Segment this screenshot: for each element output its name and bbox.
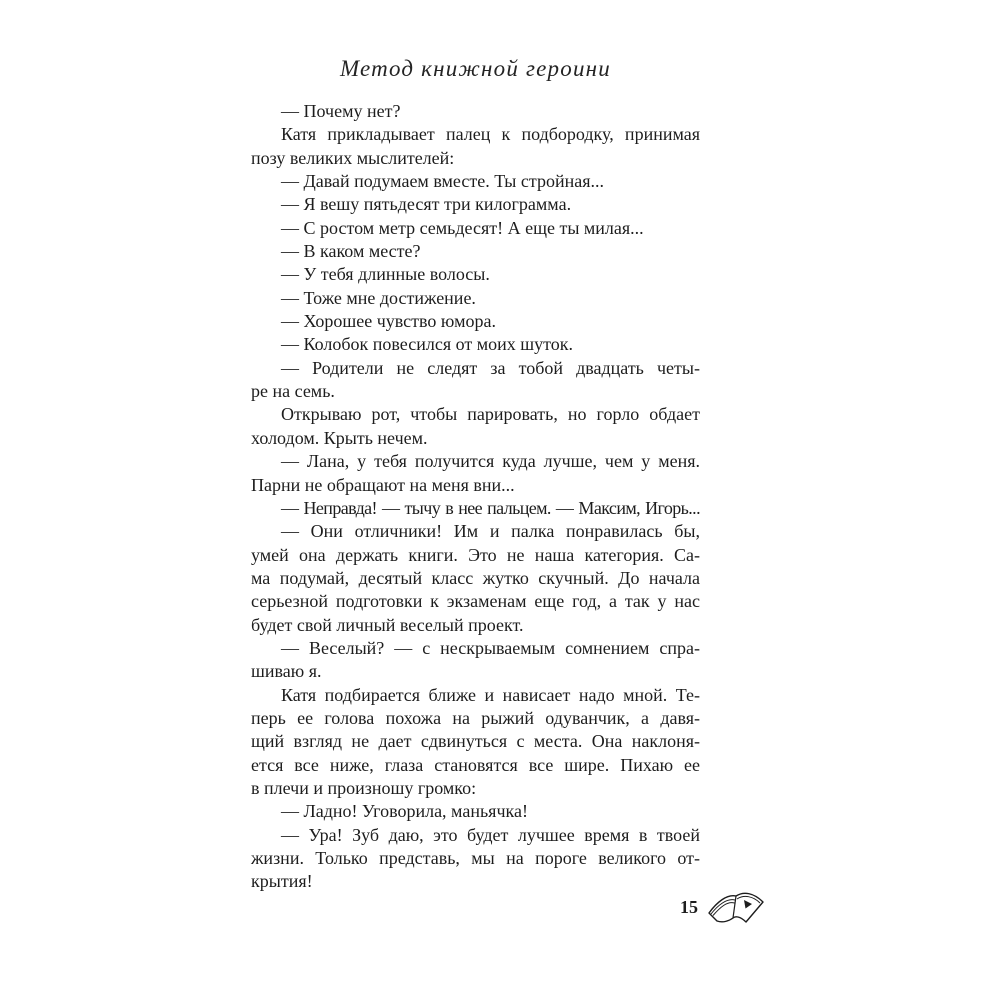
paragraph — [251, 170, 700, 193]
text-line: — Лана, у тебя получится куда лучше, чем у меня. — [281, 451, 700, 472]
text-line: холодом. Крыть нечем. — [251, 427, 428, 448]
text-line: Катя прикладывает палец к подбородку, принимая — [281, 124, 700, 145]
text-line: Катя подбирается ближе и нависает надо мной. Те- — [281, 684, 700, 705]
text-line: серьезной подготовки к экзаменам еще год, а так у нас — [251, 591, 700, 612]
paragraph — [251, 450, 700, 497]
text-line: — Ладно! Уговорила, маньячка! — [281, 801, 528, 822]
text-line: — Родители не следят за тобой двадцать четы- — [281, 357, 700, 378]
paragraph — [251, 637, 700, 684]
paragraph — [251, 217, 700, 240]
text-line: перь ее голова похожа на рыжий одуванчик, а давя- — [251, 707, 700, 728]
text-block — [251, 100, 700, 894]
paragraph — [251, 100, 700, 123]
text-line: ре на семь. — [251, 381, 335, 402]
text-line: ма подумай, десятый класс жутко скучный. До начала — [251, 567, 700, 588]
paragraph — [251, 123, 700, 170]
open-book-icon — [706, 884, 770, 930]
text-line: — Я вешу пятьдесят три килограмма. — [281, 194, 572, 215]
text-line: шиваю я. — [251, 661, 322, 682]
page-footer — [251, 884, 771, 934]
text-line: ется все ниже, глаза становятся все шире. Пихаю ее — [251, 754, 700, 775]
text-line: — С ростом метр семьдесят! А еще ты милая... — [281, 217, 644, 238]
text-line: в плечи и произношу громко: — [251, 777, 477, 798]
paragraph — [251, 800, 700, 823]
text-line: будет свой личный веселый проект. — [251, 614, 524, 635]
paragraph — [251, 240, 700, 263]
text-line: — Колобок повесился от моих шуток. — [281, 334, 573, 355]
paragraph — [251, 263, 700, 286]
text-line: щий взгляд не дает сдвинуться с места. Она наклоня- — [251, 731, 700, 752]
paragraph — [251, 310, 700, 333]
text-line: Открываю рот, чтобы парировать, но горло обдает — [281, 404, 700, 425]
running-header-title: Метод книжной героини — [340, 56, 611, 81]
text-line: жизни. Только представь, мы на пороге великого от- — [251, 848, 700, 868]
paragraph — [251, 403, 700, 450]
text-line: — Ура! Зуб даю, это будет лучшее время в твоей — [281, 824, 700, 845]
text-line: крытия! — [251, 871, 313, 892]
text-line: — Они отличники! Им и палка понравилась бы, — [281, 521, 700, 542]
paragraph — [251, 684, 700, 801]
text-line: позу великих мыслителей: — [251, 147, 455, 168]
text-line: — В каком месте? — [281, 241, 421, 262]
page-number: 15 — [680, 897, 698, 917]
paragraph — [251, 520, 700, 637]
paragraph — [251, 497, 700, 520]
text-line: — Почему нет? — [281, 101, 401, 121]
text-line: — Веселый? — с нескрываемым сомнением спра- — [281, 637, 700, 658]
text-line: — У тебя длинные волосы. — [281, 264, 490, 285]
text-line: — Хорошее чувство юмора. — [281, 311, 496, 332]
paragraph — [251, 193, 700, 216]
text-line: — Неправда! — тычу в нее пальцем. — Максим, Игорь... — [281, 497, 700, 518]
text-line: умей она держать книги. Это не наша категория. Са- — [251, 544, 700, 565]
text-line: Парни не обращают на меня вни... — [251, 474, 515, 495]
text-line: — Давай подумаем вместе. Ты стройная... — [281, 171, 604, 192]
paragraph — [251, 333, 700, 356]
text-line: — Тоже мне достижение. — [281, 287, 476, 308]
paragraph — [251, 357, 700, 404]
paragraph — [251, 287, 700, 310]
